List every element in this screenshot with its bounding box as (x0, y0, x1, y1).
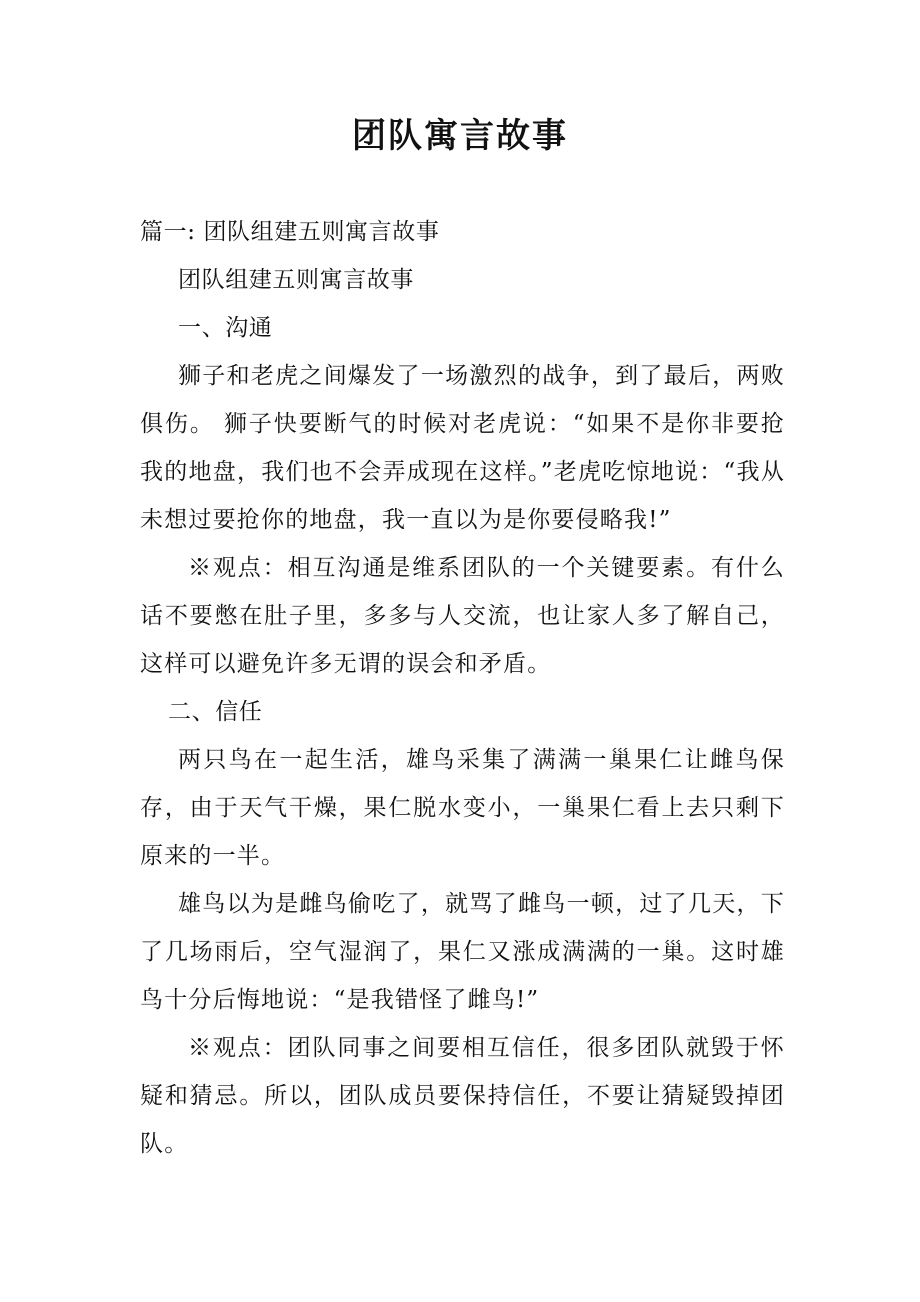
story-paragraph: 雄鸟以为是雌鸟偷吃了，就骂了雌鸟一顿，过了几天，下了几场雨后，空气湿润了，果仁又涨成满满的一巢。这时雄鸟十分后悔地说：“是我错怪了雌鸟!” (140, 891, 785, 1013)
story-paragraph: 狮子和老虎之间爆发了一场激烈的战争，到了最后，两败俱伤。 狮子快要断气的时候对老虎说：“如果不是你非要抢我的地盘，我们也不会弄成现在这样。”老虎吃惊地说：“我从未想过要抢你的地盘，我一直以为是你要侵略我!” (140, 363, 785, 533)
document-title: 团队寓言故事 (352, 116, 568, 156)
story-heading-trust: 二、信任 (168, 699, 263, 725)
document-body (140, 208, 785, 1168)
subtitle: 团队组建五则寓言故事 (178, 267, 414, 293)
viewpoint-paragraph: ※观点：相互沟通是维系团队的一个关键要素。有什么话不要憋在肚子里，多多与人交流，也让家人多了解自己，这样可以避免许多无谓的误会和矛盾。 (140, 555, 785, 677)
viewpoint-paragraph: ※观点：团队同事之间要相互信任，很多团队就毁于怀疑和猜忌。所以，团队成员要保持信任，不要让猜疑毁掉团队。 (140, 1035, 785, 1157)
story-heading-communication: 一、沟通 (178, 315, 273, 341)
section-heading: 篇一: 团队组建五则寓言故事 (140, 219, 440, 245)
story-paragraph: 两只鸟在一起生活，雄鸟采集了满满一巢果仁让雌鸟保存，由于天气干燥，果仁脱水变小，一巢果仁看上去只剩下原来的一半。 (140, 747, 785, 869)
